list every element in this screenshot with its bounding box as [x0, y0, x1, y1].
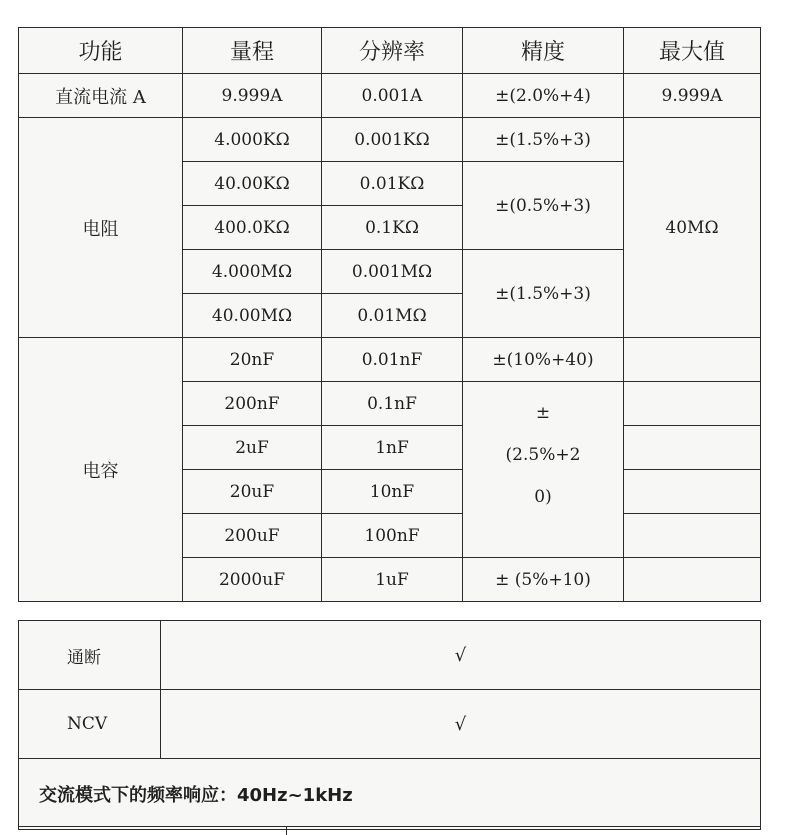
capacitance-max-cell — [624, 338, 761, 382]
header-accuracy: 精度 — [463, 28, 624, 74]
capacitance-range: 20nF — [183, 338, 322, 382]
capacitance-accuracy-line: (2.5%+2 — [505, 445, 581, 465]
resistance-range: 4.000MΩ — [183, 250, 322, 294]
bottom-divider — [18, 826, 760, 827]
resistance-accuracy: ±(0.5%+3) — [463, 162, 624, 250]
capacitance-function: 电容 — [19, 338, 183, 602]
capacitance-resolution: 0.01nF — [322, 338, 463, 382]
dc-current-accuracy: ±(2.0%+4) — [463, 74, 624, 118]
feature-table — [18, 620, 761, 830]
capacitance-resolution: 100nF — [322, 514, 463, 558]
resistance-range: 40.00MΩ — [183, 294, 322, 338]
resistance-resolution: 0.001KΩ — [322, 118, 463, 162]
resistance-resolution: 0.1KΩ — [322, 206, 463, 250]
capacitance-range: 2uF — [183, 426, 322, 470]
frequency-response-note: 交流模式下的频率响应：40Hz~1kHz — [19, 759, 761, 830]
resistance-resolution: 0.001MΩ — [322, 250, 463, 294]
capacitance-max-cell — [624, 426, 761, 470]
dc-current-resolution: 0.001A — [322, 74, 463, 118]
resistance-resolution: 0.01KΩ — [322, 162, 463, 206]
capacitance-resolution: 1uF — [322, 558, 463, 602]
resistance-range: 400.0KΩ — [183, 206, 322, 250]
resistance-accuracy: ±(1.5%+3) — [463, 118, 624, 162]
dc-current-function: 直流电流 A — [19, 74, 183, 118]
capacitance-range: 2000uF — [183, 558, 322, 602]
capacitance-range: 200uF — [183, 514, 322, 558]
dc-current-row — [19, 74, 761, 118]
capacitance-accuracy-line: ± — [535, 403, 551, 423]
resistance-range: 4.000KΩ — [183, 118, 322, 162]
resistance-function: 电阻 — [19, 118, 183, 338]
capacitance-max-cell — [624, 382, 761, 426]
feature-label: NCV — [19, 690, 161, 759]
resistance-max: 40MΩ — [624, 118, 761, 338]
resistance-row — [19, 118, 761, 162]
header-function: 功能 — [19, 28, 183, 74]
capacitance-max-cell — [624, 514, 761, 558]
capacitance-row — [19, 338, 761, 382]
capacitance-accuracy-merged — [463, 382, 624, 558]
dc-current-max: 9.999A — [624, 74, 761, 118]
capacitance-accuracy: ±(10%+40) — [463, 338, 624, 382]
resistance-resolution: 0.01MΩ — [322, 294, 463, 338]
capacitance-resolution: 0.1nF — [322, 382, 463, 426]
bottom-divider-tick — [286, 826, 287, 835]
feature-row — [19, 690, 761, 759]
header-row — [19, 28, 761, 74]
capacitance-accuracy: ± (5%+10) — [463, 558, 624, 602]
capacitance-resolution: 10nF — [322, 470, 463, 514]
footer-row — [19, 759, 761, 830]
header-resolution: 分辨率 — [322, 28, 463, 74]
feature-label: 通断 — [19, 621, 161, 690]
capacitance-max-cell — [624, 558, 761, 602]
capacitance-max-cell — [624, 470, 761, 514]
dc-current-range: 9.999A — [183, 74, 322, 118]
capacitance-range: 20uF — [183, 470, 322, 514]
header-range: 量程 — [183, 28, 322, 74]
check-icon: √ — [161, 621, 761, 690]
spec-table — [18, 27, 761, 602]
header-max: 最大值 — [624, 28, 761, 74]
capacitance-range: 200nF — [183, 382, 322, 426]
check-icon: √ — [161, 690, 761, 759]
capacitance-accuracy-line: 0) — [534, 487, 552, 507]
capacitance-resolution: 1nF — [322, 426, 463, 470]
resistance-accuracy: ±(1.5%+3) — [463, 250, 624, 338]
feature-row — [19, 621, 761, 690]
resistance-range: 40.00KΩ — [183, 162, 322, 206]
